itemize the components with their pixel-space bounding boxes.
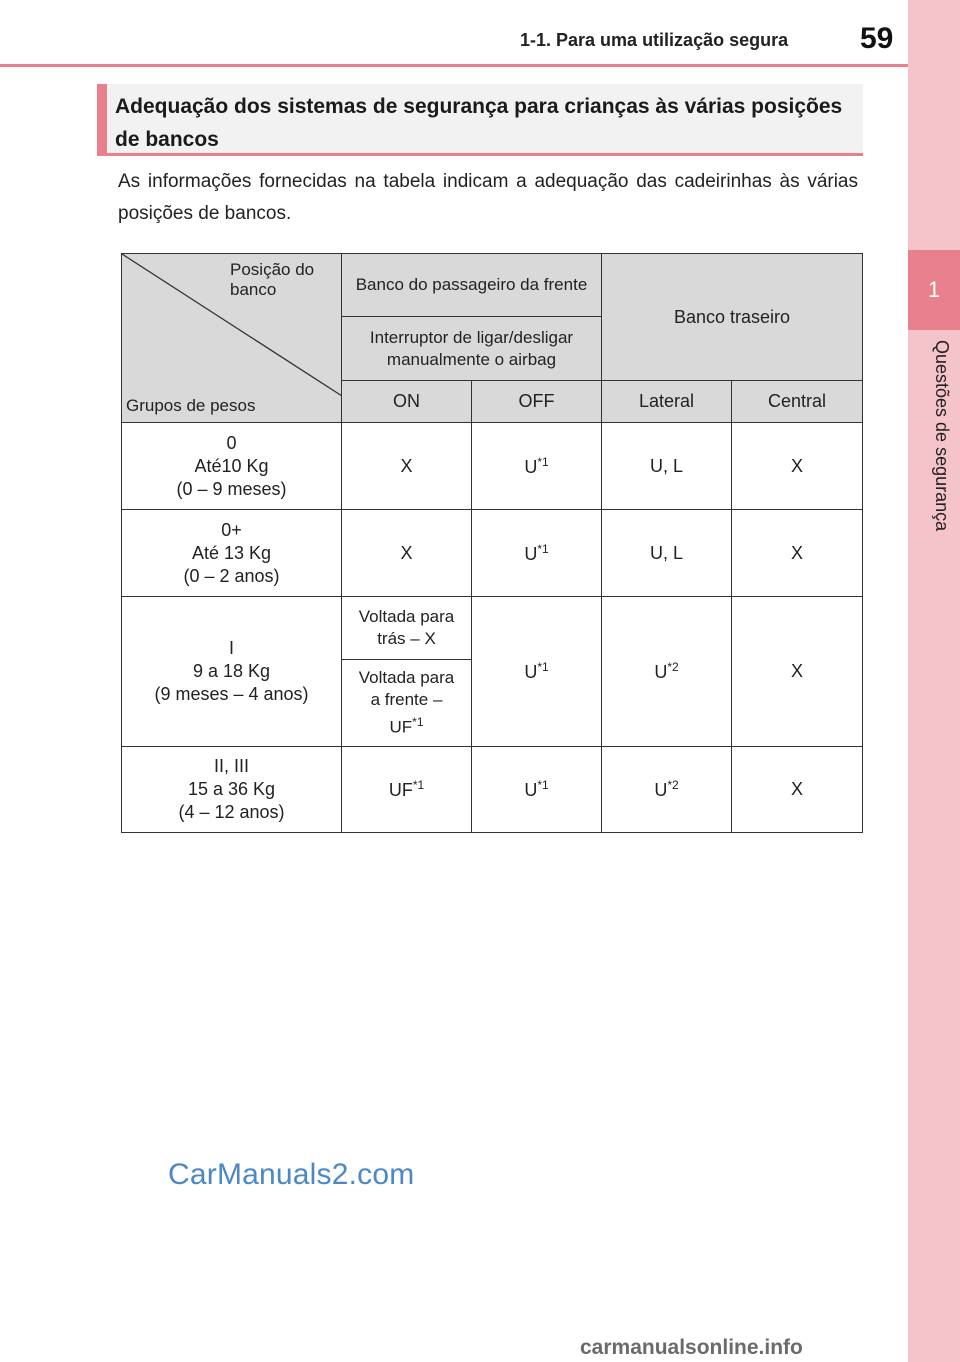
- footnote-mark: *1: [537, 660, 549, 674]
- group-label: II, III: [213, 756, 249, 776]
- corner-weight-groups: Grupos de pesos: [126, 396, 256, 415]
- cell-off: [472, 423, 602, 510]
- table-row: [122, 597, 863, 660]
- cell-on-forward-facing-text: Voltada para a frente –: [358, 668, 455, 710]
- group-weight: 9 a 18 Kg: [192, 661, 271, 681]
- group-cell: [122, 597, 342, 747]
- watermark-text: CarManuals2.com: [168, 1158, 415, 1191]
- cell-on-forward-facing-value: [342, 711, 471, 739]
- cell-off: [472, 597, 602, 747]
- group-age: (4 – 12 anos): [178, 802, 285, 822]
- cell-on-rear-facing-text: Voltada para trás – X: [358, 607, 455, 648]
- group-weight: Até10 Kg: [194, 455, 269, 476]
- cell-lateral-value: U: [654, 662, 668, 682]
- side-tab: [908, 0, 960, 1362]
- group-cell: [122, 423, 342, 510]
- table-corner-cell: [122, 254, 342, 423]
- cell-on-rear-facing: [342, 597, 472, 660]
- group-age: (0 – 2 anos): [183, 565, 280, 586]
- cell-lateral: [602, 597, 732, 747]
- footnote-mark: *2: [667, 660, 679, 674]
- cell-off: [472, 747, 602, 833]
- sub-header-off: OFF: [472, 381, 602, 423]
- group-cell: [122, 510, 342, 597]
- cell-lateral: U, L: [602, 423, 732, 510]
- group-age: (9 meses – 4 anos): [154, 684, 309, 704]
- sub-header-lateral: Lateral: [602, 381, 732, 423]
- cell-lateral-value: U: [654, 780, 668, 800]
- corner-seat-position: Posição do banco: [230, 260, 315, 299]
- sub-header-central: Central: [732, 381, 863, 423]
- footnote-mark: *2: [667, 778, 679, 792]
- chapter-number: 1: [908, 250, 960, 330]
- group-weight: 15 a 36 Kg: [187, 779, 276, 799]
- header-rule: [0, 64, 908, 67]
- chapter-label-text: Questões de segurança: [932, 340, 952, 532]
- cell-on-forward-facing: [342, 660, 472, 747]
- cell-off: [472, 510, 602, 597]
- group-age: (0 – 9 meses): [176, 478, 287, 499]
- cell-lateral: U, L: [602, 510, 732, 597]
- cell-on-forward-facing-code: UF: [389, 717, 413, 737]
- sub-header-on: ON: [342, 381, 472, 423]
- chapter-label: [912, 340, 952, 560]
- cell-off-value: U: [524, 780, 538, 800]
- intro-paragraph: As informações fornecidas na tabela indicam a adequação das cadeirinhas às várias posições de bancos.: [118, 171, 858, 224]
- group-cell: [122, 747, 342, 833]
- cell-off-value: U: [524, 456, 538, 477]
- section-accent-bar: [97, 84, 107, 153]
- footer-watermark-text: carmanualsonline.info: [580, 1336, 803, 1359]
- suitability-table: [121, 253, 863, 833]
- group-label: I: [228, 638, 234, 658]
- cell-on-value: UF: [388, 780, 413, 800]
- cell-central: X: [732, 747, 863, 833]
- cell-on: [342, 747, 472, 833]
- page-number: 59: [860, 22, 894, 55]
- table-row: [122, 747, 863, 833]
- col-header-airbag-switch: Interruptor de ligar/desligar manualmente o airbag: [342, 317, 602, 381]
- footnote-mark: *1: [537, 454, 549, 469]
- section-heading-box: [97, 84, 863, 156]
- group-label: 0: [226, 432, 237, 453]
- cell-central: X: [732, 423, 863, 510]
- footnote-mark: *1: [412, 715, 424, 730]
- cell-central: X: [732, 510, 863, 597]
- running-header: 1-1. Para uma utilização segura: [520, 30, 789, 50]
- cell-off-value: U: [524, 662, 538, 682]
- footnote-mark: *1: [537, 778, 549, 792]
- cell-off-value: U: [524, 543, 538, 564]
- table-row: [122, 510, 863, 597]
- group-weight: Até 13 Kg: [191, 542, 272, 563]
- group-label: 0+: [221, 519, 242, 540]
- cell-lateral: [602, 747, 732, 833]
- footnote-mark: *1: [412, 778, 425, 792]
- footnote-mark: *1: [537, 541, 549, 556]
- col-header-front-seat: Banco do passageiro da frente: [342, 254, 602, 317]
- section-title: Adequação dos sistemas de segurança para crianças às várias posições de bancos: [115, 95, 843, 151]
- cell-on: X: [342, 423, 472, 510]
- table-row: [122, 423, 863, 510]
- col-header-rear-seat: Banco traseiro: [602, 254, 863, 381]
- cell-central: X: [732, 597, 863, 747]
- cell-on: X: [342, 510, 472, 597]
